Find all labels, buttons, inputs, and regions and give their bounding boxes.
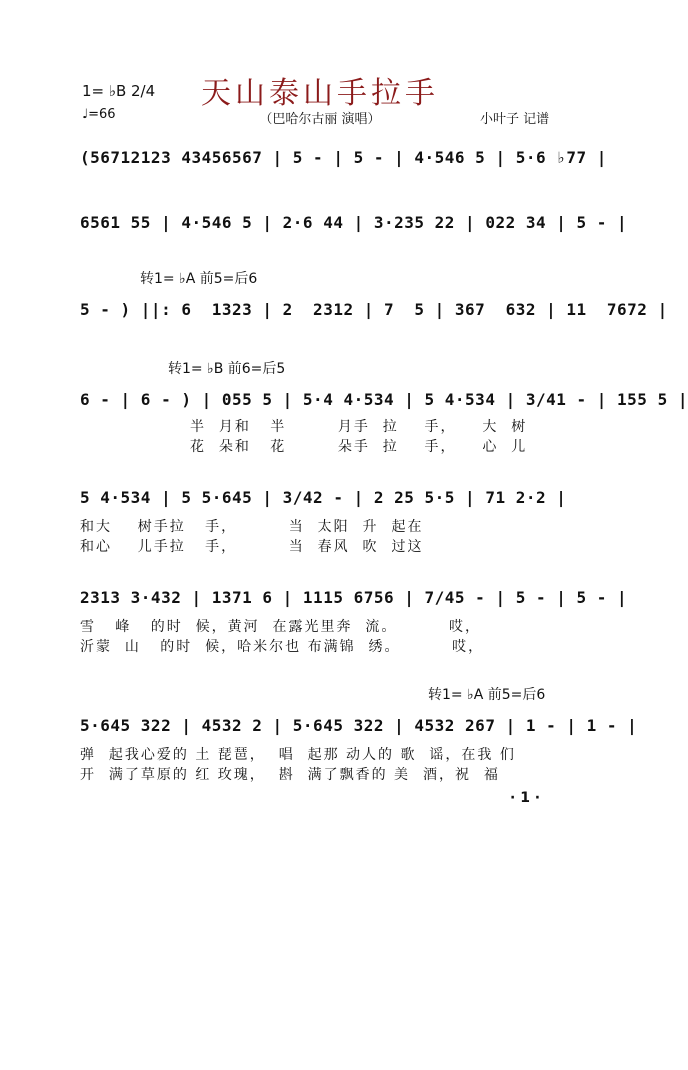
transcriber-credit: 小叶子 记谱 bbox=[480, 112, 550, 127]
lyric-line-6a: 雪 峰 的时 候，黄河 在露光里奔 流。 哎， bbox=[80, 619, 482, 635]
notation-line-4: 6 - | 6 - ) | 055 5 | 5·4 4·534 | 5 4·534 | 3/41 - | 155 5 | bbox=[80, 390, 688, 409]
modulation-marking-3: 转1= ♭A 前5=后6 bbox=[428, 687, 546, 703]
lyric-line-4b: 花 朵和 花 朵手 拉 手， 心 儿 bbox=[190, 439, 528, 455]
performer-subtitle: （巴哈尔古丽 演唱） bbox=[259, 112, 381, 127]
lyric-line-4a: 半 月和 半 月手 拉 手， 大 树 bbox=[190, 419, 528, 435]
lyric-line-5a: 和大 树手拉 手， 当 太阳 升 起在 bbox=[80, 519, 424, 535]
song-title: 天山泰山手拉手 bbox=[201, 76, 439, 111]
notation-line-6: 2313 3·432 | 1371 6 | 1115 6756 | 7/45 - | 5 - | 5 - | bbox=[80, 588, 628, 607]
notation-line-3: 5 - ) ||: 6 1323 | 2 2312 | 7 5 | 367 632 | 11 7672 | bbox=[80, 300, 668, 319]
modulation-marking-2: 转1= ♭B 前6=后5 bbox=[168, 361, 286, 377]
lyric-line-7a: 弹 起我心爱的 土 琵琶， 唱 起那 动人的 歌 谣，在我 们 bbox=[80, 747, 516, 763]
notation-line-2: 6561 55 | 4·546 5 | 2·6 44 | 3·235 22 | 022 34 | 5 - | bbox=[80, 213, 628, 232]
page-number: · 1 · bbox=[510, 790, 541, 806]
tempo-marking: ♩=66 bbox=[82, 107, 116, 122]
lyric-line-5b: 和心 儿手拉 手， 当 春风 吹 过这 bbox=[80, 539, 424, 555]
notation-line-1: (56712123 43456567 | 5 - | 5 - | 4·546 5 | 5·6 ♭77 | bbox=[80, 148, 607, 167]
key-signature: 1= ♭B 2/4 bbox=[82, 82, 156, 100]
modulation-marking-1: 转1= ♭A 前5=后6 bbox=[140, 271, 258, 287]
lyric-line-6b: 沂蒙 山 的时 候，哈米尔也 布满锦 绣。 哎， bbox=[80, 639, 485, 655]
notation-line-5: 5 4·534 | 5 5·645 | 3/42 - | 2 25 5·5 | 71 2·2 | bbox=[80, 488, 567, 507]
lyric-line-7b: 开 满了草原的 红 玫瑰， 斟 满了飘香的 美 酒，祝 福 bbox=[80, 767, 500, 783]
notation-line-7: 5·645 322 | 4532 2 | 5·645 322 | 4532 267 | 1 - | 1 - | bbox=[80, 716, 638, 735]
